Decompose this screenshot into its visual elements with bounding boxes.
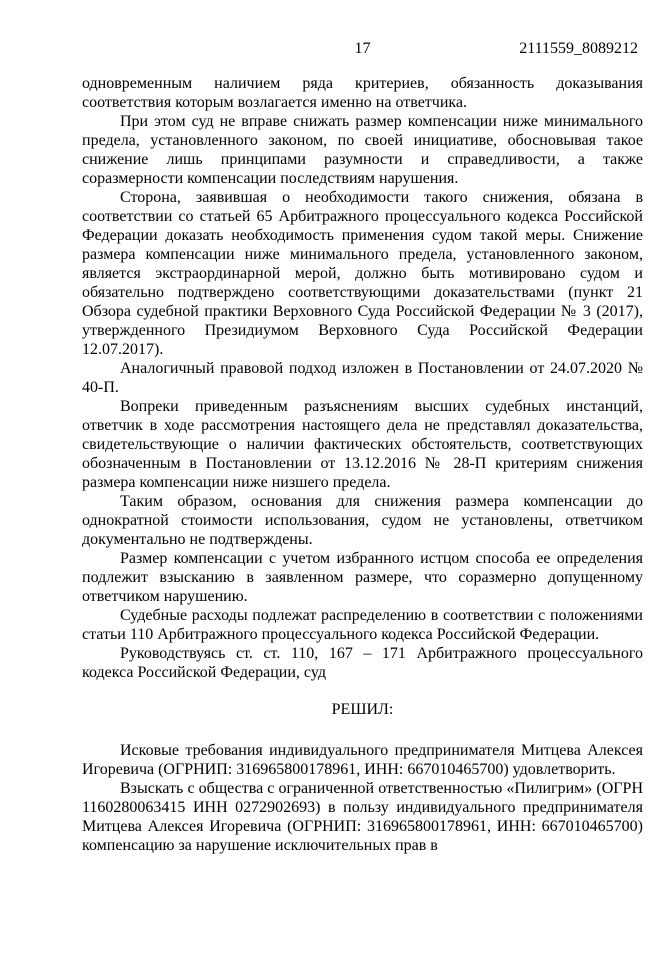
paragraph: Таким образом, основания для снижения размера компенсации до однократной стоимости использования, судом не установлены, ответчиком документально не подтверждены. [82, 493, 643, 548]
document-number: 2111559_8089212 [519, 40, 638, 57]
paragraph: Судебные расходы подлежат распределению в соответствии с положениями статьи 110 Арбитражного процессуального кодекса Российской Федерации. [82, 607, 643, 643]
paragraph: Руководствуясь ст. ст. 110, 167 – 171 Арбитражного процессуального кодекса Российской Федерации, суд [82, 645, 643, 681]
paragraph: Размер компенсации с учетом избранного истцом способа ее определения подлежит взысканию в заявленном размере, что соразмерно допущенному ответчиком нарушению. [82, 550, 643, 605]
paragraph: Сторона, заявившая о необходимости такого снижения, обязана в соответствии со статьей 65 Арбитражного процессуального кодекса Российской Федерации доказать необходимость применения судом такой меры. Снижение размера компенсации ниже минимального предела, установленного законом, является экстраординарной мерой, должно быть мотивировано судом и обязательно подтверждено соответствующими доказательствами (пункт 21 Обзора судебной практики Верховного Суда Российской Федерации № 3 (2017), утвержденного Президиумом Верховного Суда Российской Федерации 12.07.2017). [82, 189, 643, 358]
paragraph: При этом суд не вправе снижать размер компенсации ниже минимального предела, установленного законом, по своей инициативе, обосновывая такое снижение лишь принципами разумности и справедливости, а также соразмерности компенсации последствиям нарушения. [82, 113, 643, 187]
resolution-heading: РЕШИЛ: [331, 701, 394, 718]
paragraph: Исковые требования индивидуального предпринимателя Митцева Алексея Игоревича (ОГРНИП: 316965800178961, ИНН: 667010465700) удовлетворить. [82, 742, 643, 778]
document-body [82, 74, 643, 855]
paragraph-continuation: одновременным наличием ряда критериев, обязанность доказывания соответствия которым возлагается именно на ответчика. [82, 75, 643, 111]
paragraph: Аналогичный правовой подход изложен в Постановлении от 24.07.2020 № 40-П. [82, 360, 643, 396]
paragraph: Вопреки приведенным разъяснениям высших судебных инстанций, ответчик в ходе рассмотрения настоящего дела не представлял доказательства, свидетельствующие о наличии фактических обстоятельств, соответствующих обозначенным в Постановлении от 13.12.2016 № 28-П критериям снижения размера компенсации ниже низшего предела. [82, 398, 643, 491]
paragraph: Взыскать с общества с ограниченной ответственностью «Пилигрим» (ОГРН 1160280063415 ИНН 0272902693) в пользу индивидуального предпринимателя Митцева Алексея Игоревича (ОГРНИП: 316965800178961, ИНН: 667010465700) компенсацию за нарушение исключительных прав в [82, 780, 643, 854]
page-header [82, 39, 643, 58]
page-number: 17 [354, 40, 371, 57]
